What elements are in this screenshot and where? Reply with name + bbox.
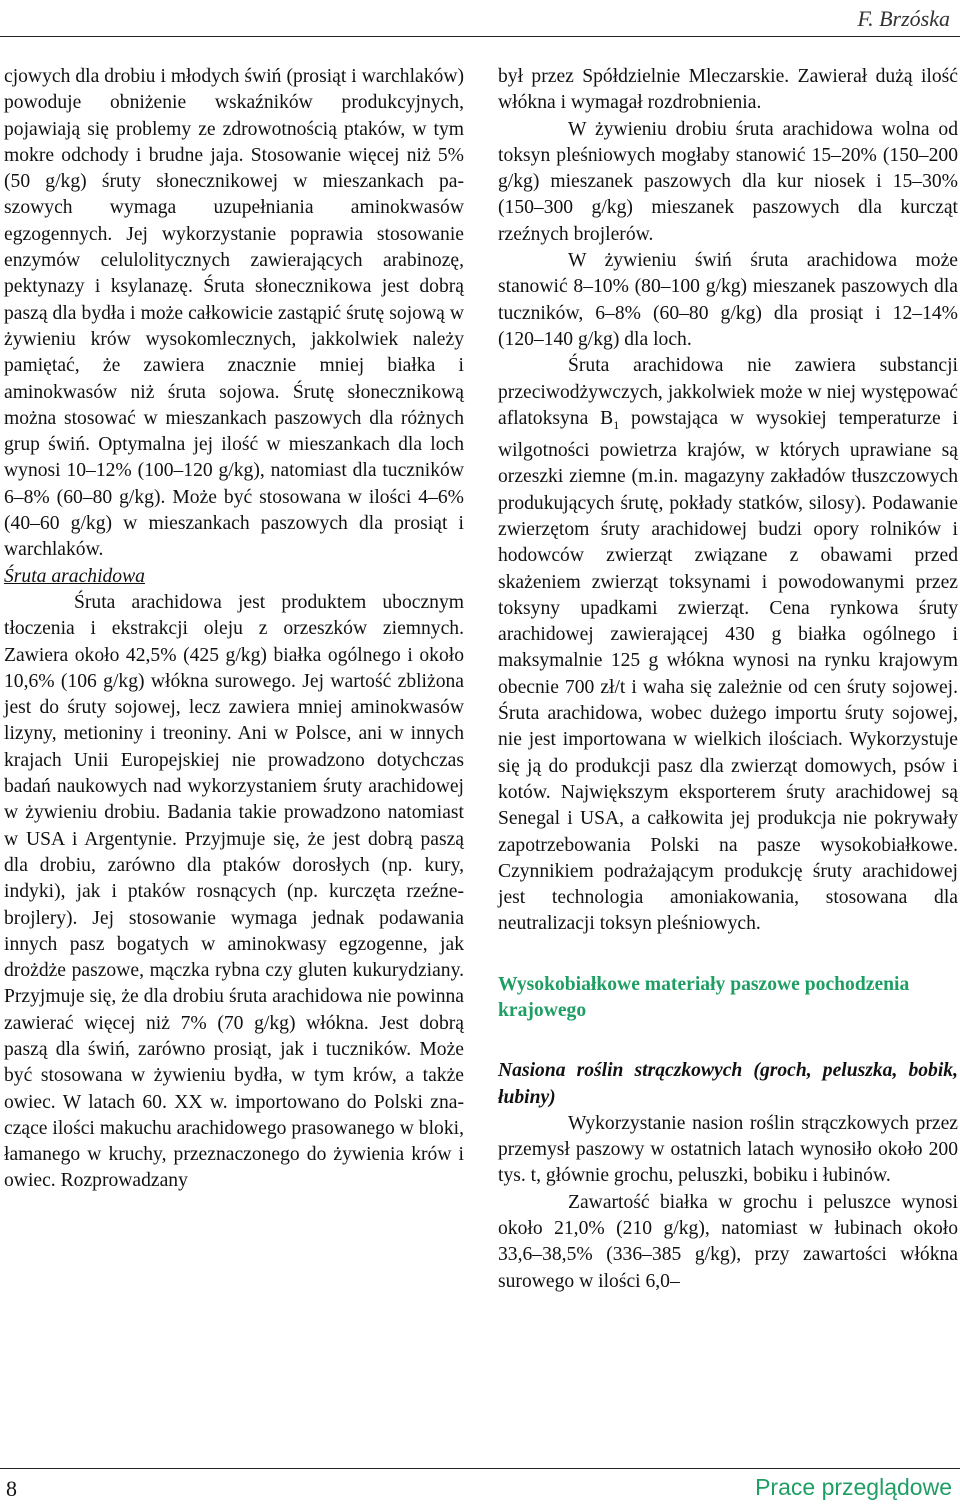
body-paragraph: był przez Spółdzielnie Mleczarskie. Zawierał dużą ilość włókna i wymagał rozdrobnienia. bbox=[498, 66, 958, 114]
text-run: powstająca w wysokiej temperaturze i wilgotności powietrza krajów, w których uprawiane są orzeszki ziemne (m.in. magazyny zakładów tłuszczowych produkujących śrutę, pokłady statków, silosy). Podawanie zwierzętom śruty arachidowej budzi opory rolników i hodowców zwierząt związane z obawami przed skażeniem zwierząt toksynami i powodowanymi przez toksyny upadkami zwierząt. Cena rynkowa śruty arachidowej zawierającej 430 g białka ogólnego i maksymalnie 125 g włókna wynosi na rynku krajowym obecnie 700 zł/t i waha się zależnie od cen śruty sojowej. Śruta arachidowa, wobec dużego importu śruty sojowej, nie jest importowana w wielkich ilościach. Wykorzystuje się ją do produkcji pasz dla zwierząt domowych, psów i kotów. Największym eksporterem śruty arachidowej są Senegal i USA, a całkowita jej produkcja nie pokrywały zapotrzebowania Polski na pasze wysokobiałkowe. Czynnikiem podrażającym produkcję śruty arachidowej jest technologia amoniakowania, stosowana dla neutralizacji toksyn pleśniowych. bbox=[498, 407, 958, 935]
journal-section-label: Prace przeglądowe bbox=[755, 1474, 952, 1500]
section-heading-peanut-meal: Śruta arachidowa bbox=[4, 565, 145, 587]
right-column bbox=[498, 64, 958, 1295]
body-paragraph-aflatoxin bbox=[498, 353, 958, 937]
body-paragraph: cjowych dla drobiu i młodych świń (prosiąt i warchlaków) powoduje obniżenie wskaźników produkcyjnych, pojawiają się problemy ze zdrowotnością ptaków, w tym mokre odchody i brudne jaja. Stosowanie więcej niż 5% (50 g/kg) śruty słonecznikowej w mieszankach paszowych wymaga uzupełniania aminokwasów egzogennych. Jej wykorzystanie poprawia stosowanie enzymów celulolitycznych zawierających arabinozę, pektynazy i ksylanazę. Śruta słonecznikowa jest dobrą paszą dla bydła i może całkowicie zastąpić śrutę sojową w żywieniu krów wysokomlecznych, jakkolwiek należy pamiętać, że zawiera znacznie mniej białka i aminokwasów niż śruta sojowa. Śrutę słonecznikową można stosować w mieszankach paszowych dla różnych grup świń. Optymalna jej ilość w mieszankach dla loch wynosi 10–12% (100–120 g/kg), natomiast dla tuczników 6–8% (60–80 g/kg). Może być stosowana w ilości 4–6% (40–60 g/kg) w mieszankach paszowych dla prosiąt i warchlaków. bbox=[4, 66, 464, 561]
section-heading-domestic-materials: Wysokobiałkowe materiały paszowe pochodzenia krajowego bbox=[498, 973, 910, 1021]
header-divider bbox=[0, 36, 960, 37]
body-paragraph: Śruta arachidowa jest produktem ubocznym tłoczenia i ekstrakcji oleju z orzeszków ziemnych. Zawiera około 42,5% (425 g/kg) białka ogólnego i około 10,6% (106 g/kg) włókna surowego. Jej wartość zbliżona jest do śruty sojowej, lecz zawiera mniej aminokwasów lizyny, metioniny i treoniny. Ani w Polsce, ani w innych krajach Unii Europejskiej nie prowadzono dotychczas badań naukowych nad wykorzystaniem śruty arachidowej w żywieniu drobiu. Badania takie prowadzono natomiast w USA i Argentynie. Przyjmuje się, że jest dobrą paszą dla drobiu, zarówno dla ptaków dorosłych (np. kury, indyki), jak i ptaków rosnących (np. kurczęta rzeźne-brojlery). Jej stosowanie wymaga jednak podawania innych pasz bogatych w aminokwasy egzogenne, jak drożdże paszowe, mączka rybna czy gluten kukurydziany. Przyjmuje się, że dla drobiu śruta arachidowa nie powinna zawierać więcej niż 7% (70 g/kg) włókna. Jest dobrą paszą dla świń, zarówno prosiąt, jak i tuczników. Może być stosowana w żywieniu bydła, w tym krów, a także owiec. W latach 60. XX w. importowano do Polski znaczące ilości makuchu arachidowego prasowanego w bloki, łamanego w kruchy, przeznaczonego do żywienia krów i owiec. Rozprowadzany bbox=[4, 591, 464, 1192]
page-number: 8 bbox=[6, 1476, 17, 1501]
subsection-heading-legumes: Nasiona roślin strączkowych (groch, peluszka, bobik, łubiny) bbox=[498, 1060, 958, 1108]
running-header-author: F. Brzóska bbox=[857, 6, 950, 31]
body-paragraph: W żywieniu świń śruta arachidowa może stanowić 8–10% (80–100 g/kg) mieszanek paszowych dla tuczników, 6–8% (60–80 g/kg) dla prosiąt i 12–14% (120–140 g/kg) dla loch. bbox=[498, 250, 958, 350]
body-paragraph: Wykorzystanie nasion roślin strączkowych przez przemysł paszowy w ostatnich latach wynosiło około 200 tys. t, głównie grochu, peluszki, bobiku i łubinów. bbox=[498, 1112, 958, 1187]
body-paragraph: Zawartość białka w grochu i peluszce wynosi około 21,0% (210 g/kg), natomiast w łubinach około 33,6–38,5% (336–385 g/kg), przy zawartości włókna surowego w ilości 6,0– bbox=[498, 1191, 958, 1292]
left-column bbox=[4, 64, 464, 1195]
body-paragraph: W żywieniu drobiu śruta arachidowa wolna od toksyn pleśniowych mogłaby stanowić 15–20% (150–200 g/kg) mieszanek paszowych dla kur niosek i 15–30% (150–300 g/kg) mieszanek paszowych dla kurcząt rzeźnych brojlerów. bbox=[498, 118, 958, 245]
footer-divider bbox=[0, 1468, 960, 1469]
text-run: Śruta arachidowa nie zawiera substancji przeciwodżywczych, jakkolwiek może w niej występować aflatoksyna B bbox=[498, 355, 958, 429]
subscript: 1 bbox=[613, 417, 620, 432]
